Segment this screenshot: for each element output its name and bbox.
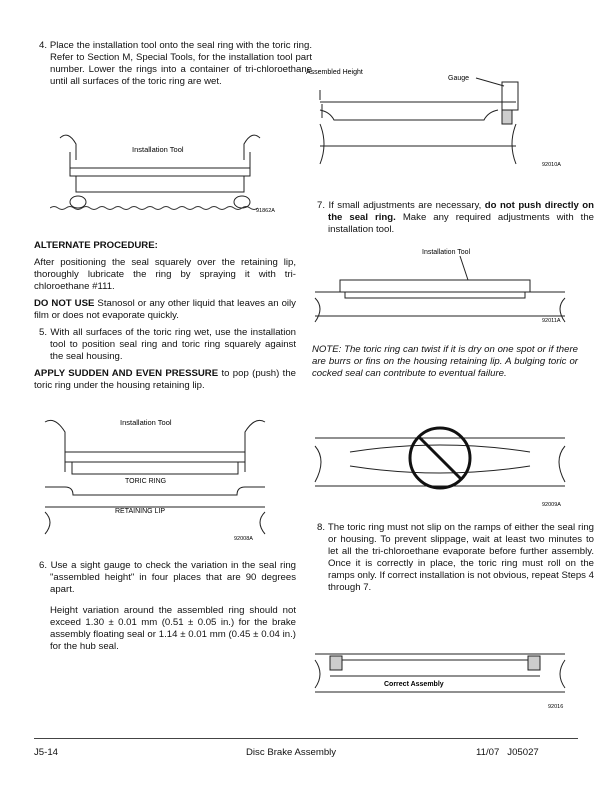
alt-heading: ALTERNATE PROCEDURE:	[34, 240, 158, 251]
step-4: 4. Place the installation tool onto the seal ring with the toric ring. Refer to Section M, Special Tools, for the installation tool part number. Lower the rings into a container of tri-chloroethane until all surfaces of the toric ring are wet.	[39, 40, 312, 87]
fig1-label: Installation Tool	[132, 145, 184, 154]
figure-correct-assembly	[310, 646, 580, 712]
step-6: 6. Use a sight gauge to check the variation in the seal ring "assembled height" in four places that are 90 degrees apart. Height variation around the assembled ring should not exceed 1.30 ± 0.01 mm (0.51 ± 0.05 in.) for the brake assembly floating seal or 1.14 ± 0.01 mm (0.45 ± 0.04 in.) for the hub seal.	[34, 560, 296, 658]
do-not-use: DO NOT USE Stanosol or any other liquid that leaves an oily film or does not evaporate quickly.	[34, 298, 296, 321]
figure-installation-tool-1	[50, 128, 296, 220]
fig1-id: 91862A	[256, 208, 275, 214]
note-text: NOTE: The toric ring can twist if it is dry on one spot or if there are burrs or fins on the housing retaining lip. A bulging toric or cocked seal can contribute to eventual failure.	[312, 344, 578, 379]
fig2-tool-label: Installation Tool	[120, 418, 172, 427]
figure-assembled-height	[306, 66, 576, 170]
fig2-lip-label: RETAINING LIP	[115, 508, 166, 515]
step-6-detail: Height variation around the assembled ring should not exceed 1.30 ± 0.01 mm (0.51 ± 0.05 in.) for the brake assembly floating seal or 1.14 ± 0.01 mm (0.45 ± 0.04 in.) for the hub seal.	[50, 605, 296, 652]
page-number: J5-14	[34, 747, 58, 758]
fig4-label: Installation Tool	[422, 249, 471, 256]
fig3-gauge-label: Gauge	[448, 75, 470, 82]
step-7: 7. If small adjustments are necessary, do not push directly on the seal ring. Make any required adjustments with the installation tool.	[317, 200, 594, 235]
footer-date-code: 11/07 J05027	[476, 747, 539, 758]
figure-incorrect-assembly	[310, 426, 580, 510]
fig5-id: 92009A	[542, 502, 561, 508]
fig3-height-label: Assembled Height	[306, 69, 363, 76]
footer-title: Disc Brake Assembly	[246, 747, 337, 758]
fig2-toric-label: TORIC RING	[125, 478, 167, 485]
footer-rule	[34, 738, 578, 739]
fig2-id: 92008A	[234, 536, 253, 542]
fig6-id: 92016	[548, 704, 564, 710]
step-5: 5. With all surfaces of the toric ring wet, use the installation tool to position seal ring and toric ring squarely against the seal housing.	[39, 327, 296, 362]
fig6-label: Correct Assembly	[384, 681, 444, 688]
apply-pressure: APPLY SUDDEN AND EVEN PRESSURE to pop (push) the toric ring under the housing retaining lip.	[34, 368, 297, 391]
alternate-procedure	[34, 240, 296, 397]
alt-text: After positioning the seal squarely over the retaining lip, thoroughly lubricate the ring by spraying it with tri-chloroethane #111.	[34, 257, 296, 292]
fig3-id: 92010A	[542, 162, 561, 168]
step-8: 8. The toric ring must not slip on the ramps of either the seal ring or housing. To prevent slippage, wait at least two minutes to let all the tri-chloroethane evaporate before further assembly. Once it is correctly in place, the toric ring must roll on the ramps only. If correct installation is not obvious, repeat Steps 4 through 7.	[317, 522, 594, 593]
figure-installation-tool-2	[40, 412, 280, 544]
fig4-id: 92011A	[542, 318, 561, 324]
figure-installation-tool-3	[310, 246, 580, 324]
